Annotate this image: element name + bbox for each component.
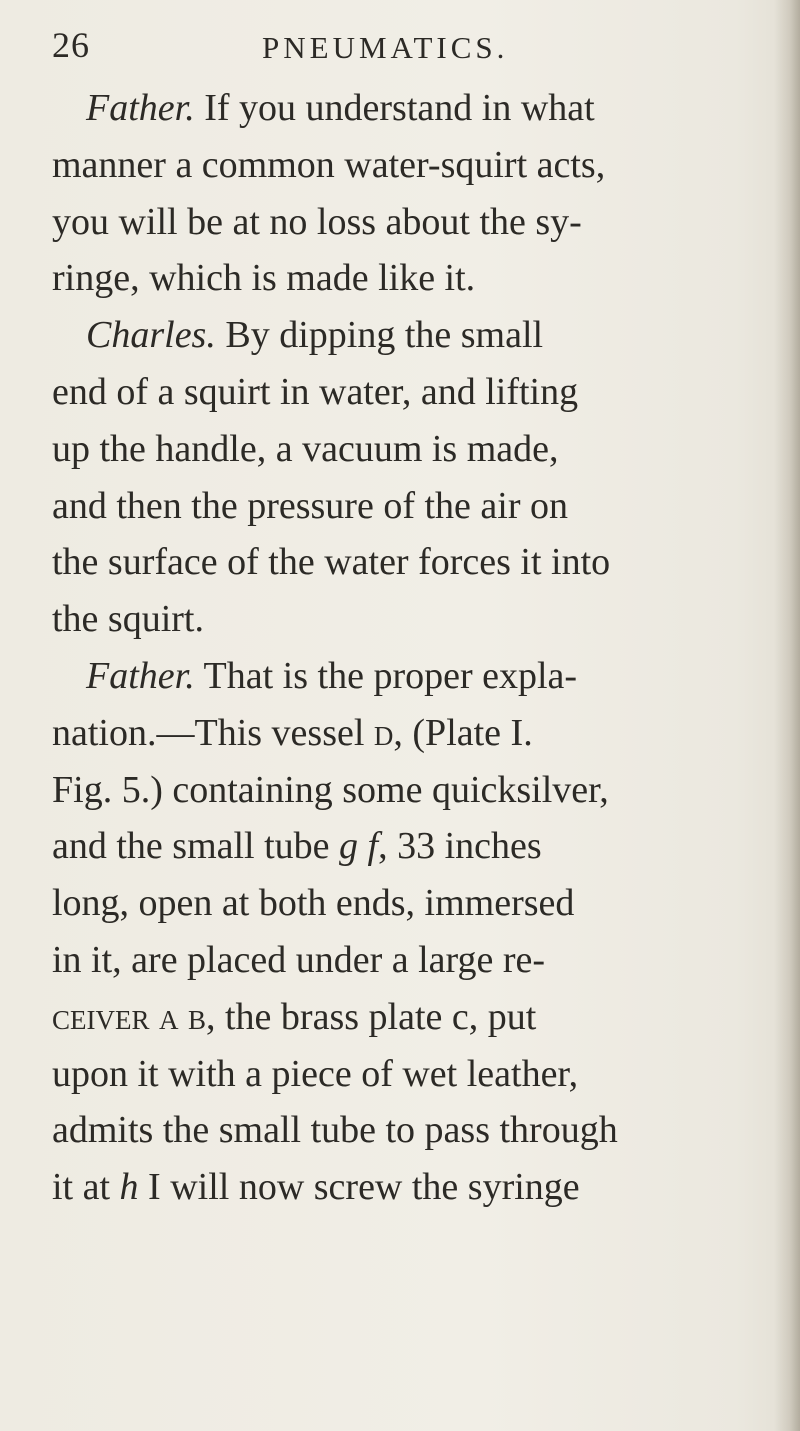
line-text: , the brass plate c, put — [206, 995, 537, 1038]
text-line-6 — [52, 364, 792, 421]
line-text: manner a common water-squirt acts, — [52, 143, 606, 186]
line-text: I will now screw the syringe — [138, 1166, 580, 1209]
line-text: If you understand in what — [194, 87, 595, 129]
line-text: you will be at no loss about the sy- — [52, 200, 582, 243]
text-line-4 — [52, 250, 792, 307]
text-line-8 — [52, 478, 792, 535]
letter-d: d — [373, 711, 394, 754]
line-text: in it, are placed under a large re- — [52, 938, 546, 981]
text-line-20 — [52, 1159, 792, 1216]
line-text: and the small tube — [52, 825, 340, 868]
line-text: Fig. 5.) containing some quicksilver, — [52, 768, 609, 811]
line-text: upon it with a piece of wet leather, — [52, 1052, 579, 1095]
text-line-12 — [52, 705, 792, 762]
speaker-father: Father. — [86, 87, 195, 129]
line-text: admits the small tube to pass through — [52, 1109, 618, 1152]
text-line-14 — [52, 818, 792, 875]
letters-gf: g f — [339, 825, 379, 868]
line-text: nation.—This vessel — [52, 711, 374, 754]
line-text: and then the pressure of the air on — [52, 484, 568, 527]
text-line-15 — [52, 875, 792, 932]
line-text: By dipping the small — [215, 314, 544, 357]
line-text: the squirt. — [52, 598, 204, 641]
text-line-1 — [52, 80, 792, 137]
running-head — [52, 18, 752, 68]
text-line-18 — [52, 1046, 792, 1103]
line-text: ringe, which is made like it. — [52, 257, 476, 300]
page-edge-shadow — [774, 0, 800, 1431]
text-line-11 — [52, 648, 792, 705]
text-line-7 — [52, 421, 792, 478]
line-text: the surface of the water forces it into — [52, 541, 611, 584]
line-text: end of a squirt in water, and lifting — [52, 370, 579, 413]
speaker-father: Father. — [86, 654, 195, 697]
text-line-13 — [52, 762, 792, 819]
text-line-10 — [52, 591, 792, 648]
text-line-2 — [52, 137, 792, 194]
running-title: PNEUMATICS. — [262, 30, 509, 65]
line-text: it at — [52, 1166, 120, 1209]
line-text: long, open at both ends, immersed — [52, 882, 575, 925]
text-line-5 — [52, 307, 792, 364]
page-number: 26 — [52, 25, 90, 65]
text-line-17 — [52, 989, 792, 1046]
body-text — [52, 80, 792, 1216]
text-line-16 — [52, 932, 792, 989]
letters-ab: ceiver a b — [52, 995, 206, 1038]
speaker-charles: Charles. — [86, 314, 216, 357]
line-text: , (Plate I. — [393, 711, 533, 754]
text-line-19 — [52, 1102, 792, 1159]
letter-h: h — [119, 1166, 139, 1209]
line-text: That is the proper expla- — [194, 654, 578, 697]
line-text: , 33 inches — [378, 825, 542, 868]
text-line-9 — [52, 534, 792, 591]
line-text: up the handle, a vacuum is made, — [52, 427, 559, 470]
text-line-3 — [52, 194, 792, 251]
